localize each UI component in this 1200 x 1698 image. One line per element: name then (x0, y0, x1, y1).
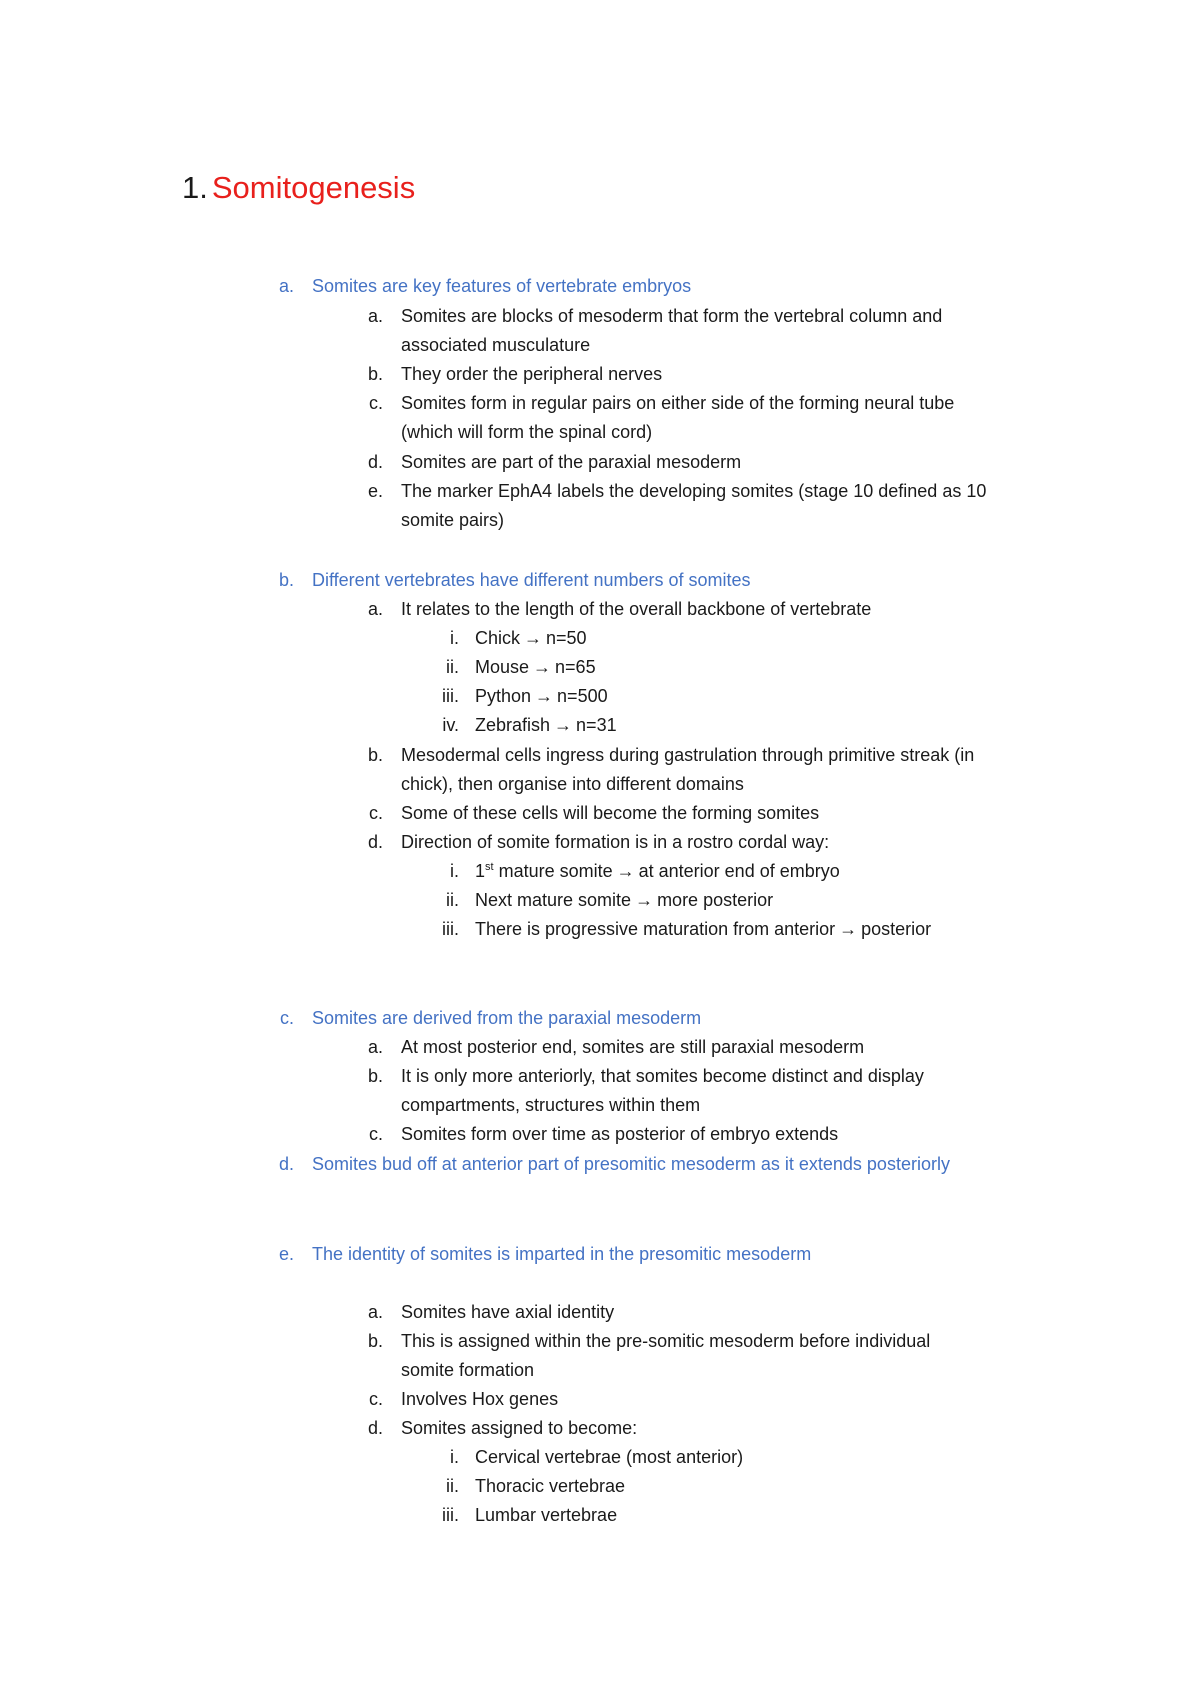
sub-list-item (450, 624, 587, 653)
sub-item-value: n=50 (546, 628, 587, 648)
heading-text: Somites are derived from the paraxial mesoderm (312, 1008, 702, 1028)
sub-item-text: Mouse (475, 657, 530, 677)
item-text: It is only more anteriorly, that somites become distinct and display (401, 1066, 924, 1086)
list-item-continuation (401, 506, 504, 535)
item-marker: a. (367, 306, 383, 326)
item-text: Somites assigned to become: (401, 1418, 638, 1438)
list-item (368, 1120, 839, 1149)
sub-item-value: at anterior end of embryo (638, 861, 840, 881)
item-text: At most posterior end, somites are still paraxial mesoderm (401, 1037, 865, 1057)
list-item (367, 1414, 638, 1443)
sub-item-text: Lumbar vertebrae (475, 1505, 618, 1525)
arrow-icon: → (535, 686, 554, 706)
item-text: Somites are part of the paraxial mesoderm (401, 452, 742, 472)
list-item (367, 1033, 865, 1062)
list-item (367, 1298, 615, 1327)
sub-item-text: There is progressive maturation from anterior (475, 919, 836, 939)
sub-list-item (446, 886, 774, 915)
item-text: It relates to the length of the overall backbone of vertebrate (401, 599, 872, 619)
sub-item-marker: i. (450, 628, 459, 648)
list-item (367, 1327, 931, 1356)
item-text: somite pairs) (401, 510, 505, 530)
item-marker: a. (367, 1302, 383, 1322)
item-text: chick), then organise into different domains (401, 774, 744, 794)
sub-item-text: Next mature somite (475, 890, 632, 910)
sub-list-item (446, 1472, 626, 1501)
arrow-icon: → (533, 657, 552, 677)
item-marker: e. (367, 481, 383, 501)
sub-list-item (450, 1443, 744, 1472)
list-item-continuation (401, 418, 652, 447)
item-text: This is assigned within the pre-somitic mesoderm before individual (401, 1331, 931, 1351)
item-marker: a. (367, 1037, 383, 1057)
item-text: somite formation (401, 1360, 535, 1380)
sub-item-text: Python (475, 686, 532, 706)
sub-list-item (442, 682, 608, 711)
heading-text: Different vertebrates have different numbers of somites (312, 570, 751, 590)
list-item (367, 595, 872, 624)
sub-item-text: mature somite (493, 861, 613, 881)
item-marker: b. (367, 1066, 383, 1086)
item-text: Somites have axial identity (401, 1302, 615, 1322)
arrow-icon: → (616, 861, 635, 881)
item-marker: c. (368, 803, 383, 823)
sub-item-marker: ii. (446, 1476, 459, 1496)
sub-item-marker: i. (450, 861, 459, 881)
list-item (367, 448, 742, 477)
sub-item-marker: iv. (442, 715, 459, 735)
sub-item-value: n=500 (557, 686, 608, 706)
item-marker: d. (367, 1418, 383, 1438)
sub-item-marker: iii. (442, 919, 459, 939)
sub-item-text: Chick (475, 628, 521, 648)
sub-list-item (450, 857, 840, 886)
title-text: Somitogenesis (211, 170, 416, 205)
list-item-continuation (401, 1091, 700, 1120)
list-item (367, 477, 987, 506)
arrow-icon: → (524, 628, 543, 648)
sub-item-text: 1 (475, 861, 486, 881)
sub-item-marker: i. (450, 1447, 459, 1467)
section-marker: c. (279, 1008, 294, 1028)
item-marker: c. (368, 393, 383, 413)
sub-item-marker: iii. (442, 1505, 459, 1525)
item-marker: c. (368, 1389, 383, 1409)
item-marker: b. (367, 745, 383, 765)
sub-item-value: n=65 (555, 657, 596, 677)
item-text: Somites form in regular pairs on either side of the forming neural tube (401, 393, 955, 413)
section-d-heading (278, 1150, 950, 1179)
sub-item-value: posterior (861, 919, 932, 939)
list-item-continuation (401, 331, 590, 360)
sub-item-text: Zebrafish (475, 715, 551, 735)
page-title (182, 168, 415, 208)
section-a-heading (278, 272, 692, 301)
sub-item-value: n=31 (576, 715, 617, 735)
item-marker: a. (367, 599, 383, 619)
item-text: Somites form over time as posterior of embryo extends (401, 1124, 839, 1144)
sub-list-item (442, 711, 617, 740)
list-item (367, 741, 975, 770)
list-item (368, 389, 955, 418)
item-marker: c. (368, 1124, 383, 1144)
item-marker: b. (367, 1331, 383, 1351)
sub-item-text: Thoracic vertebrae (475, 1476, 626, 1496)
item-marker: d. (367, 832, 383, 852)
section-e-heading (278, 1240, 812, 1269)
list-item (367, 1062, 924, 1091)
arrow-icon: → (554, 715, 573, 735)
list-item (367, 302, 943, 331)
arrow-icon: → (839, 919, 858, 939)
sub-list-item (442, 1501, 618, 1530)
sub-list-item (446, 653, 596, 682)
sub-item-text: Cervical vertebrae (most anterior) (475, 1447, 744, 1467)
item-text: Involves Hox genes (401, 1389, 559, 1409)
item-text: Direction of somite formation is in a rostro cordal way: (401, 832, 830, 852)
heading-text: The identity of somites is imparted in the presomitic mesoderm (312, 1244, 812, 1264)
sub-list-item (442, 915, 932, 944)
sub-item-marker: ii. (446, 890, 459, 910)
item-text: compartments, structures within them (401, 1095, 701, 1115)
section-marker: b. (278, 570, 294, 590)
sub-item-marker: ii. (446, 657, 459, 677)
list-item (368, 1385, 559, 1414)
item-text: (which will form the spinal cord) (401, 422, 653, 442)
item-text: associated musculature (401, 335, 591, 355)
sub-item-marker: iii. (442, 686, 459, 706)
title-number: 1. (182, 170, 208, 205)
section-c-heading (279, 1004, 702, 1033)
item-text: They order the peripheral nerves (401, 364, 663, 384)
sub-item-value: more posterior (657, 890, 774, 910)
heading-text: Somites are key features of vertebrate embryos (312, 276, 692, 296)
list-item (368, 799, 820, 828)
list-item (367, 360, 663, 389)
section-marker: a. (278, 276, 294, 296)
item-text: Mesodermal cells ingress during gastrulation through primitive streak (in (401, 745, 975, 765)
heading-text: Somites bud off at anterior part of presomitic mesoderm as it extends posteriorly (312, 1154, 950, 1174)
item-text: The marker EphA4 labels the developing somites (stage 10 defined as 10 (401, 481, 987, 501)
item-marker: d. (367, 452, 383, 472)
superscript: st (485, 861, 494, 873)
section-marker: d. (278, 1154, 294, 1174)
section-b-heading (278, 566, 751, 595)
list-item (367, 828, 830, 857)
item-text: Some of these cells will become the forming somites (401, 803, 820, 823)
section-marker: e. (278, 1244, 294, 1264)
arrow-icon: → (635, 890, 654, 910)
item-marker: b. (367, 364, 383, 384)
list-item-continuation (401, 1356, 534, 1385)
list-item-continuation (401, 770, 744, 799)
item-text: Somites are blocks of mesoderm that form the vertebral column and (401, 306, 943, 326)
